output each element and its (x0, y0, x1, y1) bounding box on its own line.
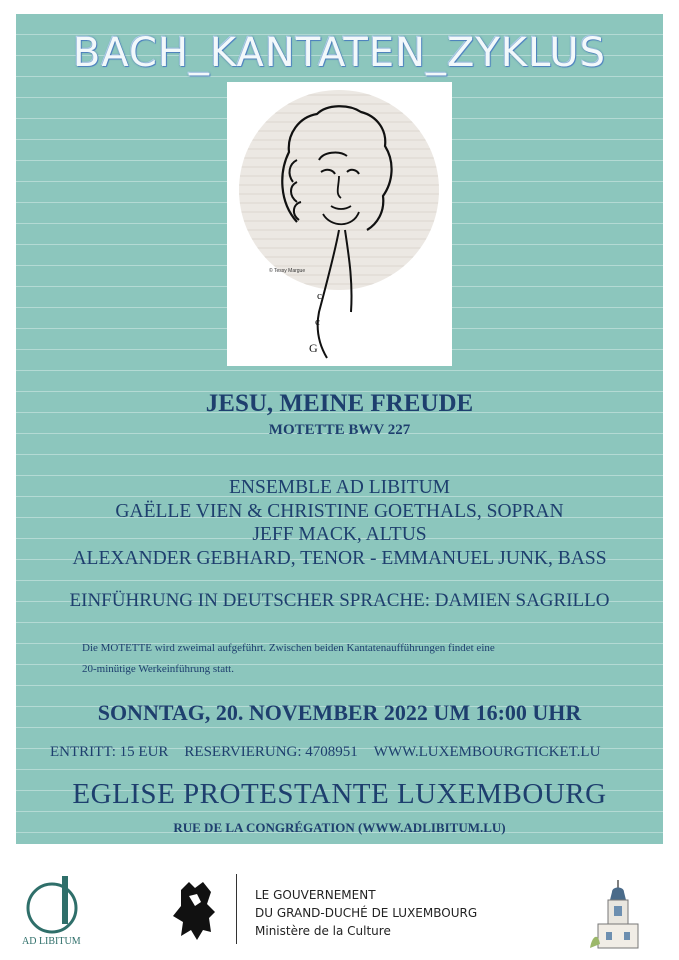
performance-note (82, 638, 622, 680)
ensemble-line: ENSEMBLE AD LIBITUM (229, 477, 450, 498)
venue-address: RUE DE LA CONGRÉGATION (WWW.ADLIBITUM.LU) (173, 820, 506, 835)
gov-divider (236, 874, 237, 944)
ad-libitum-logo-text: AD LIBITUM (22, 936, 81, 947)
government-text (255, 886, 477, 940)
introduction-note: EINFÜHRUNG IN DEUTSCHER SPRACHE: DAMIEN SAGRILLO (69, 590, 610, 611)
note-line: Die MOTETTE wird zweimal aufgeführt. Zwischen beiden Kantatenaufführungen findet eine (82, 642, 495, 654)
svg-text:G: G (309, 341, 318, 355)
bach-portrait (227, 82, 452, 366)
ad-libitum-logo (16, 868, 96, 948)
luxembourg-lion-icon (165, 876, 227, 946)
event-date: SONNTAG, 20. NOVEMBER 2022 UM 16:00 UHR (97, 700, 582, 725)
gov-line: DU GRAND-DUCHÉ DE LUXEMBOURG (255, 906, 478, 920)
entry-price: ENTRITT: 15 EUR (50, 744, 169, 760)
ensemble-line: GAËLLE VIEN & CHRISTINE GOETHALS, SOPRAN (115, 500, 564, 522)
note-line: 20-minütige Werkeinführung statt. (82, 663, 234, 675)
performers (16, 476, 663, 570)
ticket-info (50, 744, 650, 761)
portrait-credit: © Tessy Margue (269, 268, 306, 274)
bach-portrait-drawing (227, 82, 452, 366)
work-title: JESU, MEINE FREUDE (205, 390, 474, 417)
venue-name: EGLISE PROTESTANTE LUXEMBOURG (72, 778, 607, 810)
concert-poster (16, 14, 663, 844)
gov-line: Ministère de la Culture (255, 924, 391, 938)
ensemble-line: ALEXANDER GEBHARD, TENOR - EMMANUEL JUNK, BASS (72, 547, 607, 569)
reservation-phone: RESERVIERUNG: 4708951 (184, 744, 358, 760)
series-title: BACH_KANTATEN_ZYKLUS (72, 30, 607, 76)
work-subtitle: MOTETTE BWV 227 (268, 422, 411, 438)
sponsor-footer (0, 850, 679, 960)
gov-line: LE GOUVERNEMENT (255, 888, 376, 902)
ticket-link[interactable]: WWW.LUXEMBOURGTICKET.LU (373, 744, 601, 760)
svg-text:c: c (315, 316, 320, 328)
svg-text:c: c (317, 290, 322, 302)
church-tower-icon (584, 876, 652, 950)
ensemble-line: JEFF MACK, ALTUS (252, 524, 427, 545)
